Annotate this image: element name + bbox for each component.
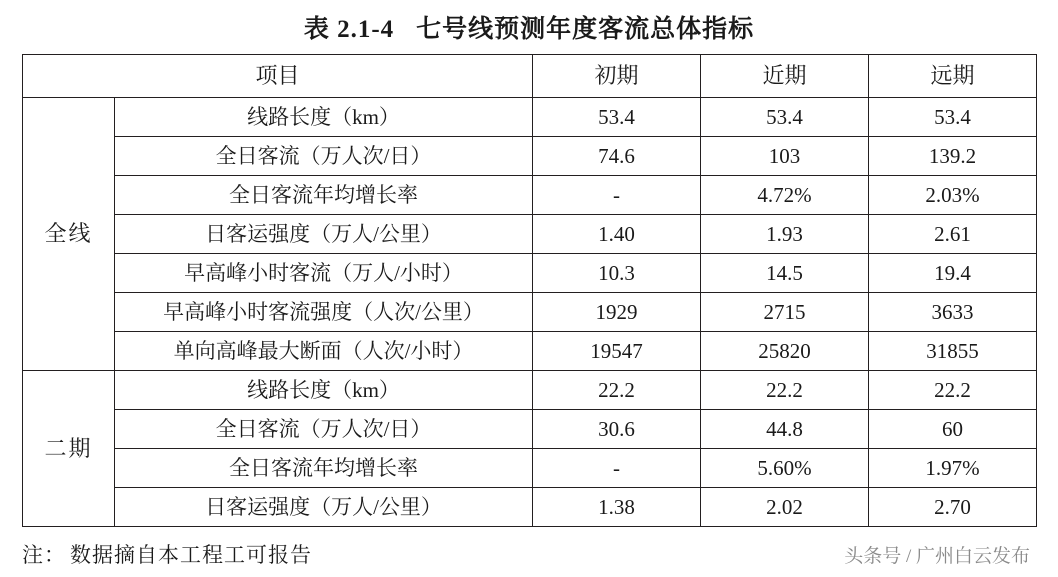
table-header-row: [23, 55, 1037, 98]
row-value-far: 1.97%: [869, 449, 1037, 488]
row-item-label: 早高峰小时客流（万人/小时）: [115, 254, 533, 293]
table-number: 表 2.1-4: [303, 16, 395, 43]
row-value-far: 2.61: [869, 215, 1037, 254]
row-value-far: 19.4: [869, 254, 1037, 293]
row-value-near: 4.72%: [701, 176, 869, 215]
table-body: [23, 98, 1037, 527]
row-value-early: -: [533, 449, 701, 488]
table-row: [23, 332, 1037, 371]
row-item-label: 线路长度（km）: [115, 371, 533, 410]
group-label-full-line: 全线: [23, 98, 115, 371]
row-value-early: 22.2: [533, 371, 701, 410]
row-value-early: 1.38: [533, 488, 701, 527]
row-value-near: 25820: [701, 332, 869, 371]
row-value-far: 53.4: [869, 98, 1037, 137]
row-item-label: 全日客流（万人次/日）: [115, 410, 533, 449]
row-item-label: 日客运强度（万人/公里）: [115, 215, 533, 254]
row-item-label: 全日客流（万人次/日）: [115, 137, 533, 176]
row-value-near: 22.2: [701, 371, 869, 410]
row-value-early: 74.6: [533, 137, 701, 176]
note-label: 注：: [22, 543, 66, 567]
row-value-far: 3633: [869, 293, 1037, 332]
table-row: [23, 137, 1037, 176]
row-item-label: 日客运强度（万人/公里）: [115, 488, 533, 527]
row-item-label: 早高峰小时客流强度（人次/公里）: [115, 293, 533, 332]
table-row: [23, 293, 1037, 332]
table-row: [23, 254, 1037, 293]
passenger-flow-table: [22, 54, 1037, 527]
table-row: [23, 371, 1037, 410]
table-row: [23, 98, 1037, 137]
row-value-far: 60: [869, 410, 1037, 449]
row-value-early: 1.40: [533, 215, 701, 254]
table-head: [23, 55, 1037, 98]
row-value-far: 22.2: [869, 371, 1037, 410]
table-row: [23, 488, 1037, 527]
row-value-near: 53.4: [701, 98, 869, 137]
row-value-early: 53.4: [533, 98, 701, 137]
group-label-phase-two: 二期: [23, 371, 115, 527]
row-value-near: 2715: [701, 293, 869, 332]
row-item-label: 线路长度（km）: [115, 98, 533, 137]
table-row: [23, 410, 1037, 449]
row-value-far: 139.2: [869, 137, 1037, 176]
row-item-label: 全日客流年均增长率: [115, 176, 533, 215]
row-item-label: 全日客流年均增长率: [115, 449, 533, 488]
page-footer: [22, 527, 1036, 569]
row-value-near: 44.8: [701, 410, 869, 449]
page-title: [22, 0, 1036, 54]
row-value-far: 2.70: [869, 488, 1037, 527]
row-value-early: 1929: [533, 293, 701, 332]
row-value-early: 30.6: [533, 410, 701, 449]
table-row: [23, 215, 1037, 254]
table-title-text: 七号线预测年度客流总体指标: [416, 16, 755, 43]
note-text: 数据摘自本工程工可报告: [70, 543, 312, 567]
row-value-early: -: [533, 176, 701, 215]
table-row: [23, 176, 1037, 215]
row-value-near: 5.60%: [701, 449, 869, 488]
row-value-early: 19547: [533, 332, 701, 371]
watermark-text: 头条号 / 广州白云发布: [844, 545, 1030, 567]
row-value-near: 103: [701, 137, 869, 176]
row-value-far: 31855: [869, 332, 1037, 371]
row-value-near: 2.02: [701, 488, 869, 527]
row-item-label: 单向高峰最大断面（人次/小时）: [115, 332, 533, 371]
row-value-near: 1.93: [701, 215, 869, 254]
table-row: [23, 449, 1037, 488]
row-value-early: 10.3: [533, 254, 701, 293]
header-far: 远期: [869, 55, 1037, 98]
header-early: 初期: [533, 55, 701, 98]
table-note: [22, 539, 312, 569]
row-value-far: 2.03%: [869, 176, 1037, 215]
header-item: 项目: [23, 55, 533, 98]
row-value-near: 14.5: [701, 254, 869, 293]
header-near: 近期: [701, 55, 869, 98]
